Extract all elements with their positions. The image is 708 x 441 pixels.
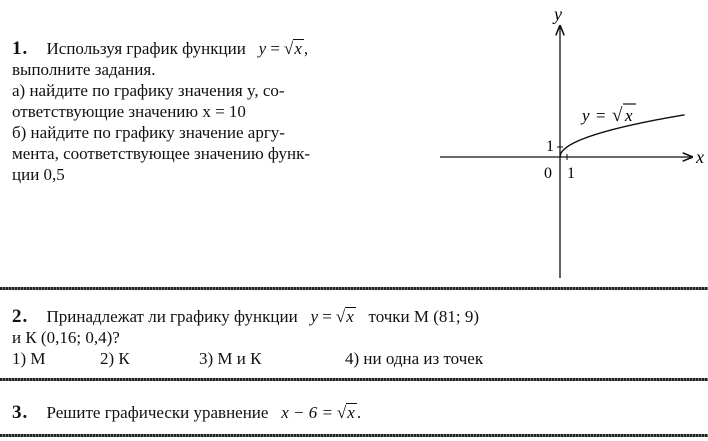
task-1-line-6: мента, соответствующее значению функ-	[12, 144, 311, 163]
y-unit-label: 1	[546, 138, 554, 155]
curve-label-eq: =	[596, 106, 606, 125]
answer-option-2[interactable]: 2) К	[100, 349, 130, 368]
task-3-number: 3.	[12, 402, 29, 423]
divider-1	[0, 287, 708, 290]
task-1-line-1-end: ,	[303, 39, 309, 58]
task-3-end: .	[356, 403, 362, 422]
sqrt-icon: √	[283, 39, 294, 58]
task-2-points: точки М (81; 9)	[368, 307, 480, 326]
answer-option-1[interactable]: 1) М	[12, 349, 46, 368]
equation-radicand: x	[347, 403, 355, 422]
task-3-equation	[281, 403, 357, 422]
task-1	[12, 38, 422, 185]
task-1-intro: Используя график функции	[46, 39, 246, 58]
answer-option-4[interactable]: 4) ни одна из точек	[345, 349, 484, 368]
curve-label-x: x	[625, 106, 633, 125]
formula-eq: =	[270, 39, 280, 58]
task-1-line-5: б) найдите по графику значение аргу-	[12, 123, 285, 142]
x-unit-label: 1	[567, 165, 575, 182]
task-2-line-2: и К (0,16; 0,4)?	[12, 328, 120, 347]
task-2-answers	[12, 348, 702, 369]
task-1-line-4: ответствующие значению x = 10	[12, 102, 246, 121]
divider-3	[0, 434, 708, 437]
formula-radicand: x	[294, 39, 302, 58]
task-2-line-1	[12, 306, 702, 327]
task-1-line-7: ции 0,5	[12, 165, 65, 184]
task-2-number: 2.	[12, 306, 29, 327]
sqrt-icon: √	[336, 403, 347, 422]
formula-y: y	[310, 307, 318, 326]
formula-y: y	[258, 39, 267, 58]
task-2-intro: Принадлежат ли графику функции	[46, 307, 298, 326]
origin-label: 0	[544, 165, 552, 182]
sqrt-icon: √	[335, 307, 346, 326]
divider-2	[0, 378, 708, 381]
formula-eq: =	[322, 307, 332, 326]
curve-label-y: y	[582, 106, 590, 125]
task-1-line-2: выполните задания.	[12, 60, 156, 79]
y-axis-label: y	[554, 4, 562, 24]
task-2	[12, 306, 702, 369]
sqrt-function-graph	[430, 0, 708, 290]
sqrt-icon: √	[612, 105, 623, 126]
task-3-text: Решите графически уравнение	[46, 403, 269, 422]
formula-radicand: x	[346, 307, 354, 326]
task-1-line-1	[12, 38, 422, 59]
x-axis-label: x	[696, 147, 704, 167]
task-3	[12, 402, 702, 423]
curve-label	[580, 104, 636, 126]
task-1-number: 1.	[12, 38, 29, 59]
task-1-line-3: а) найдите по графику значения y, со-	[12, 81, 285, 100]
task-1-formula	[259, 39, 304, 58]
equation-left: x − 6 =	[281, 403, 333, 422]
answer-option-3[interactable]: 3) М и К	[199, 349, 262, 368]
task-2-formula	[310, 307, 355, 326]
